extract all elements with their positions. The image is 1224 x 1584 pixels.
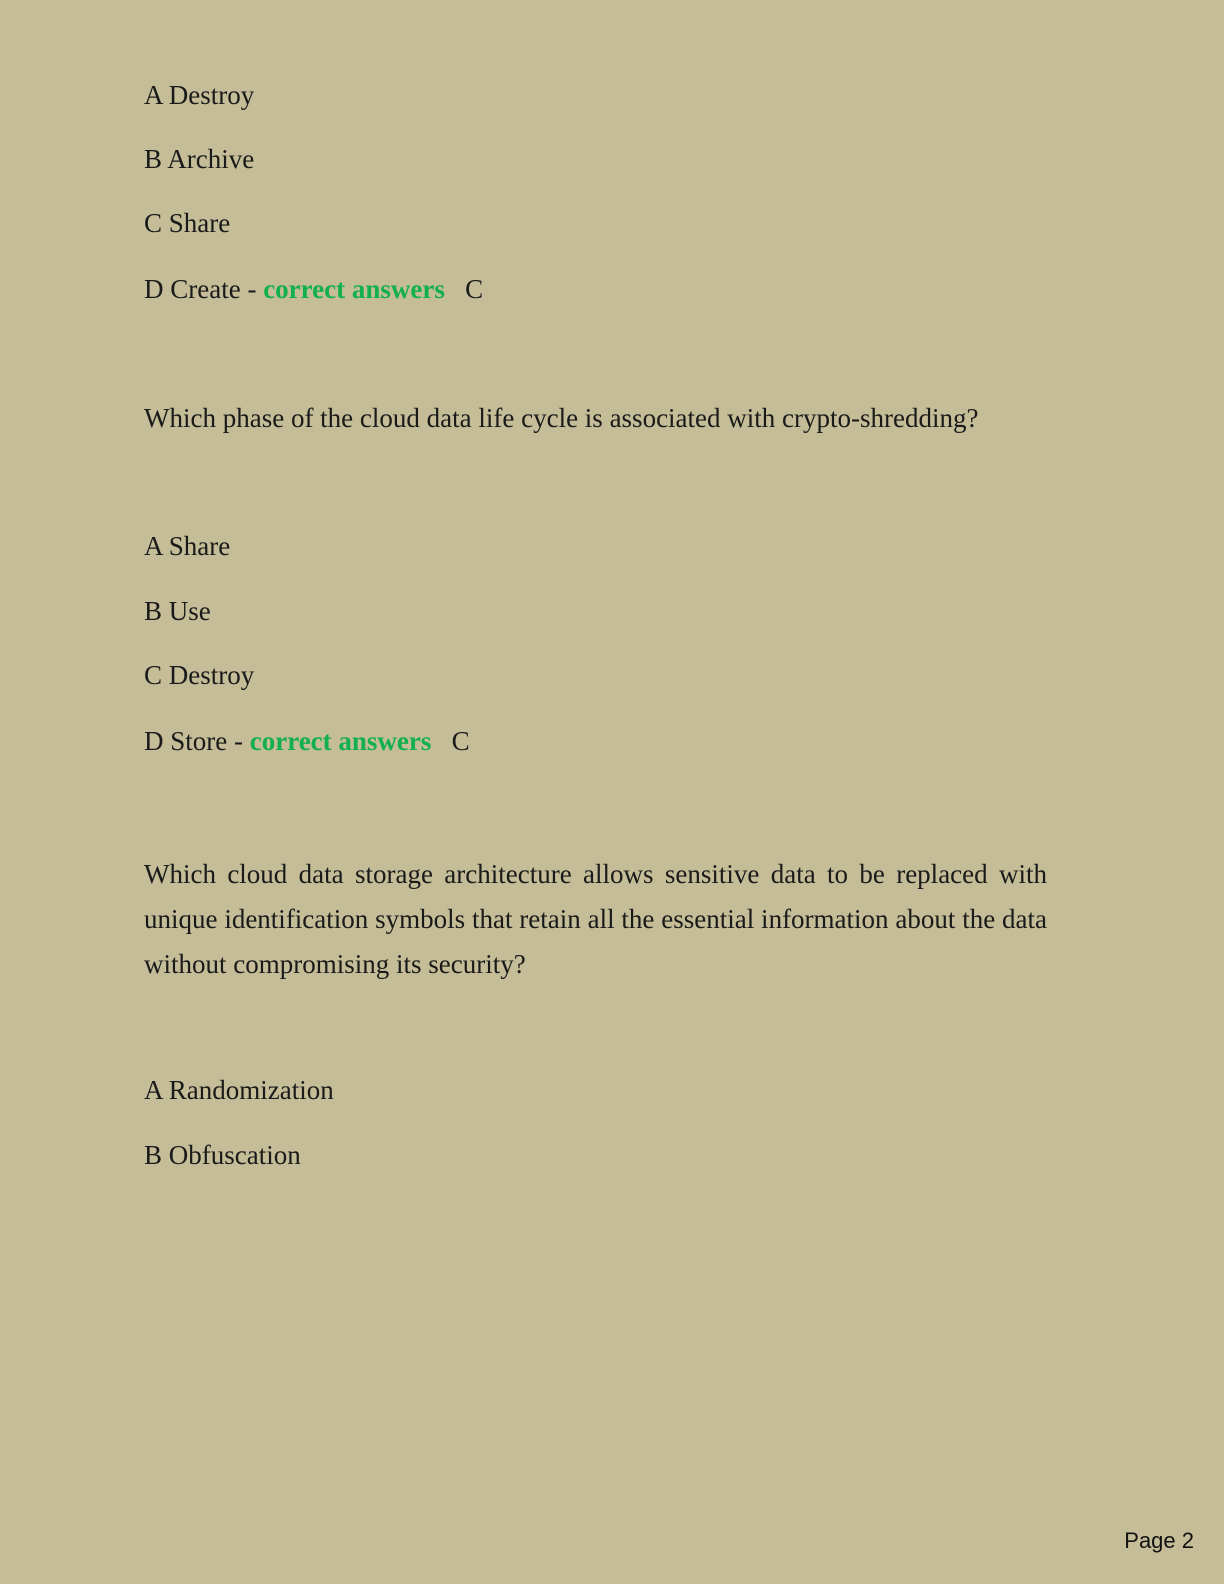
answer-value: C — [451, 726, 470, 756]
question-text: Which phase of the cloud data life cycle is associated with crypto-shredding? — [144, 403, 979, 433]
option-c: C Destroy — [144, 660, 255, 690]
question-text: Which cloud data storage architecture allows sensitive data to be replaced with unique identification symbols that retain all the essential information about the data without compromising its security? — [144, 859, 1047, 979]
option-d-answer — [144, 725, 470, 757]
page-number: Page 2 — [1124, 1528, 1194, 1553]
answer-value: C — [465, 274, 484, 304]
option-b: B Archive — [144, 144, 255, 174]
option-a: A Randomization — [144, 1075, 334, 1105]
option-d-answer — [144, 273, 483, 305]
option-b: B Obfuscation — [144, 1140, 301, 1170]
option-c: C Share — [144, 208, 231, 238]
spacer — [431, 726, 451, 756]
option-a: A Destroy — [144, 80, 255, 110]
correct-answers-label: correct answers — [263, 274, 445, 304]
spacer — [445, 274, 465, 304]
option-b: B Use — [144, 596, 211, 626]
option-a: A Share — [144, 531, 231, 561]
correct-answers-label: correct answers — [249, 726, 432, 756]
option-d-text: D Store - — [144, 726, 250, 756]
option-d-text: D Create - — [144, 274, 264, 304]
